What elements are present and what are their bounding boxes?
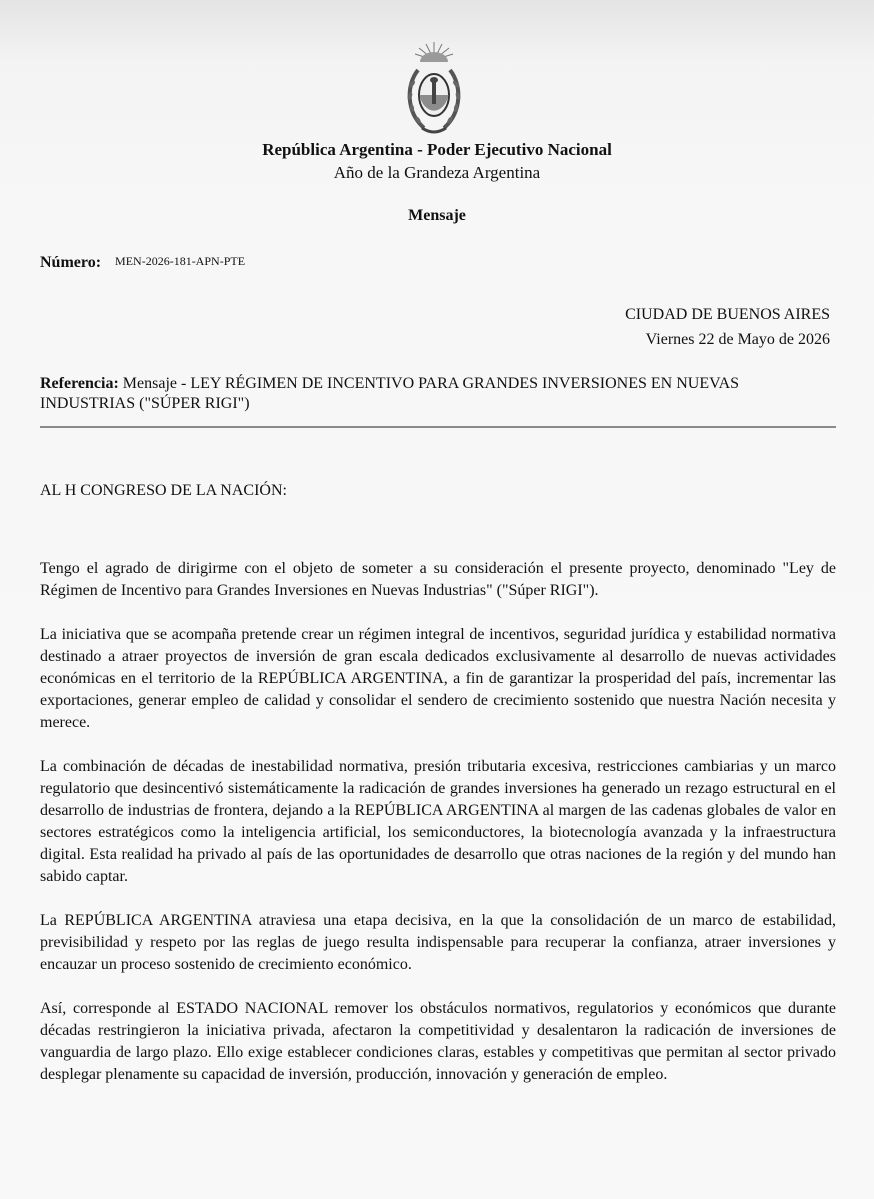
addressee: AL H CONGRESO DE LA NACIÓN: — [40, 482, 287, 499]
paragraph: Tengo el agrado de dirigirme con el objeto de someter a su consideración el presente proyecto, denominado "Ley de Régimen de Incentivo para Grandes Inversiones en Nuevas Industrias" ("Súper RIGI"). — [40, 560, 836, 599]
reference-label: Referencia: — [40, 375, 119, 392]
document-type-title: Mensaje — [408, 207, 466, 224]
paragraph: La combinación de décadas de inestabilidad normativa, presión tributaria excesiva, restricciones cambiarias y un marco regulatorio que desincentivó sistemáticamente la radicación de grandes inversiones ha generado un rezago estructural en el desarrollo de industrias de frontera, dejando a la REPÚBLICA ARGENTINA al margen de las cadenas globales de valor en sectores estratégicos como la inteligencia artificial, los semiconductores, la biotecnología avanzada y la infraestructura digital. Esta realidad ha privado al país de las oportunidades de desarrollo que otras naciones de la región y del mundo han sabido captar. — [40, 758, 836, 885]
argentina-coat-of-arms-icon — [404, 40, 464, 138]
divider — [40, 426, 836, 428]
city: CIUDAD DE BUENOS AIRES — [625, 306, 830, 323]
header-subtitle: Año de la Grandeza Argentina — [333, 163, 541, 182]
paragraph: Así, corresponde al ESTADO NACIONAL remover los obstáculos normativos, regulatorios y económicos que durante décadas restringieron la iniciativa privada, afectaron la competitividad y desalentaron la radicación de inversiones de vanguardia de largo plazo. Ello exige establecer condiciones claras, estables y competitivas que permitan al sector privado desplegar plenamente su capacidad de inversión, producción, innovación y generación de empleo. — [40, 1000, 836, 1083]
reference — [40, 374, 836, 414]
document-number-label: Número: — [40, 254, 102, 271]
place-and-date — [625, 302, 830, 352]
reference-text: Mensaje - LEY RÉGIMEN DE INCENTIVO PARA GRANDES INVERSIONES EN NUEVAS INDUSTRIAS ("SÚPER RIGI") — [40, 375, 740, 412]
header-title: República Argentina - Poder Ejecutivo Nacional — [262, 140, 612, 159]
document-number — [40, 254, 245, 272]
document-number-value: MEN-2026-181-APN-PTE — [115, 254, 246, 268]
paragraph: La iniciativa que se acompaña pretende crear un régimen integral de incentivos, seguridad jurídica y estabilidad normativa destinado a atraer proyectos de inversión de gran escala dedicados exclusivamente al desarrollo de nuevas actividades económicas en el territorio de la REPÚBLICA ARGENTINA, a fin de garantizar la prosperidad del país, incrementar las exportaciones, generar empleo de calidad y consolidar el sendero de crecimiento sostenido que nuestra Nación necesita y merece. — [40, 626, 836, 731]
message-body — [40, 558, 836, 1108]
paragraph: La REPÚBLICA ARGENTINA atraviesa una etapa decisiva, en la que la consolidación de un marco de estabilidad, previsibilidad y respeto por las reglas de juego resulta indispensable para recuperar la confianza, atraer inversiones y encauzar un proceso sostenido de crecimiento económico. — [40, 912, 836, 973]
date: Viernes 22 de Mayo de 2026 — [645, 331, 830, 348]
